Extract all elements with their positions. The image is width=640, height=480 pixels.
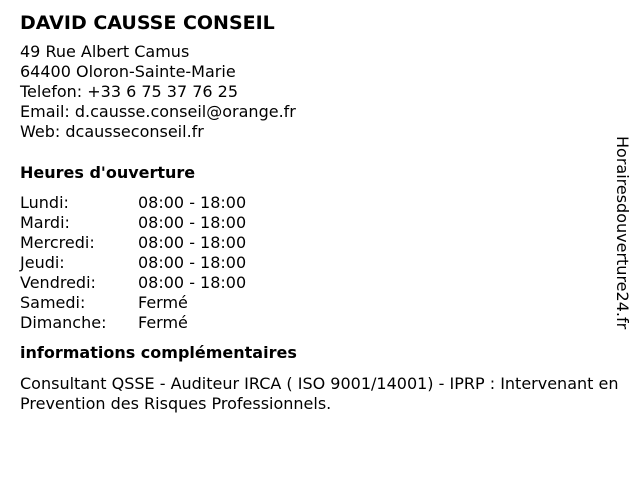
hours-row-vendredi (20, 273, 246, 293)
hours-row-dimanche (20, 313, 246, 333)
day-time: 08:00 - 18:00 (138, 233, 247, 252)
day-label: Vendredi: (20, 273, 96, 292)
day-label: Lundi: (20, 193, 69, 212)
street-address: 49 Rue Albert Camus (20, 42, 190, 61)
hours-row-jeudi (20, 253, 246, 273)
day-label: Jeudi: (20, 253, 65, 272)
city-line: 64400 Oloron-Sainte-Marie (20, 62, 236, 81)
hours-row-samedi (20, 293, 246, 313)
day-time: 08:00 - 18:00 (138, 253, 247, 272)
day-time: 08:00 - 18:00 (138, 193, 247, 212)
hours-row-mercredi (20, 233, 246, 253)
day-time: Fermé (138, 313, 188, 332)
phone-line: Telefon: +33 6 75 37 76 25 (20, 82, 239, 101)
day-time: 08:00 - 18:00 (138, 273, 247, 292)
hours-row-mardi (20, 213, 246, 233)
business-card (20, 11, 630, 414)
email-line: Email: d.causse.conseil@orange.fr (20, 102, 296, 121)
web-line: Web: dcausseconseil.fr (20, 122, 204, 141)
day-label: Mardi: (20, 213, 70, 232)
info-description: Consultant QSSE - Auditeur IRCA ( ISO 9001/14001) - IPRP : Intervenant en Prevention des Risques Professionnels. (20, 374, 619, 413)
business-name: DAVID CAUSSE CONSEIL (20, 12, 275, 34)
day-label: Dimanche: (20, 313, 107, 332)
day-label: Samedi: (20, 293, 86, 312)
hours-heading: Heures d'ouverture (20, 163, 196, 182)
day-time: Fermé (138, 293, 188, 312)
hours-row-lundi (20, 193, 246, 213)
day-time: 08:00 - 18:00 (138, 213, 247, 232)
site-watermark: Horairesdouverture24.fr (613, 136, 632, 330)
info-heading: informations complémentaires (20, 343, 297, 362)
day-label: Mercredi: (20, 233, 95, 252)
opening-hours-table (20, 193, 246, 333)
